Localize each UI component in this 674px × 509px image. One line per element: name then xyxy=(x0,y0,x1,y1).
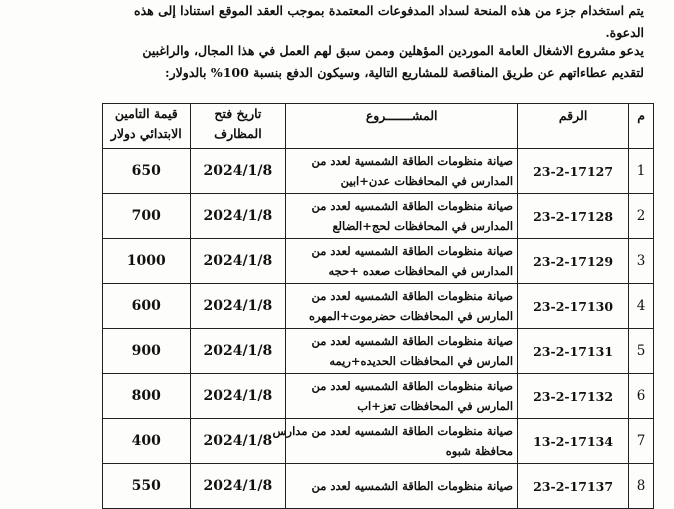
header-num: م xyxy=(629,104,654,149)
project-line: صيانة منظومات الطاقة الشمسيه لعدد من xyxy=(311,199,514,213)
intro-line: يتم استخدام جزء من هذه المنحة لسداد المدفوعات المعتمدة بموجب العقد الموقع استنادا إلى هذه xyxy=(134,3,644,18)
project-line: صيانة منظومات الطاقة الشمسيه لعدد من xyxy=(311,244,514,258)
row-project xyxy=(286,194,518,239)
row-date: 2024/1/8 xyxy=(190,464,286,509)
intro-paragraph-2 xyxy=(54,40,644,84)
row-num: 4 xyxy=(629,284,654,329)
project-line: صيانة منظومات الطاقة الشمسيه لعدد من xyxy=(311,479,514,493)
header-value-line1: قيمة التامين xyxy=(114,106,178,121)
table-row xyxy=(103,464,654,509)
row-project xyxy=(272,419,518,464)
row-code: 13-2-17134 xyxy=(518,419,629,464)
row-project xyxy=(286,329,518,374)
row-date: 2024/1/8 xyxy=(190,239,286,284)
table-row xyxy=(103,194,654,239)
row-code: 23-2-17128 xyxy=(518,194,629,239)
projects-table xyxy=(102,103,654,509)
row-num: 2 xyxy=(629,194,654,239)
table-header-row xyxy=(103,104,654,149)
header-project: المشـــــــروع xyxy=(286,104,518,149)
project-line: المدارس في المحافظات عدن+ابين xyxy=(340,174,514,188)
project-line: المارس في المحافظات تعز+اب xyxy=(357,399,514,413)
row-date: 2024/1/8 xyxy=(190,149,286,194)
project-line: صيانة منظومات الطاقة الشمسيه لعدد من مدارس xyxy=(272,424,514,438)
row-value: 650 xyxy=(103,149,191,194)
project-line: صيانة منظومات الطاقة الشمسيه لعدد من xyxy=(311,289,514,303)
row-project xyxy=(286,149,518,194)
row-code: 23-2-17130 xyxy=(518,284,629,329)
project-line: صيانة منظومات الطاقة الشمسيه لعدد من xyxy=(311,334,514,348)
row-project xyxy=(286,239,518,284)
project-line: المدارس في المحافظات لحج+الضالع xyxy=(332,219,514,233)
header-value-line2: الابتدائي دولار xyxy=(110,126,182,141)
header-date-line2: المظارف xyxy=(214,126,262,141)
row-value: 900 xyxy=(103,329,191,374)
row-code: 23-2-17131 xyxy=(518,329,629,374)
row-value: 550 xyxy=(103,464,191,509)
table-row xyxy=(103,239,654,284)
intro-line: يدعو مشروع الاشغال العامة الموردين المؤهلين وممن سبق لهم العمل في هذا المجال، والراغبين xyxy=(142,43,644,58)
row-num: 3 xyxy=(629,239,654,284)
row-project xyxy=(286,464,518,509)
row-num: 6 xyxy=(629,374,654,419)
project-line: المدارس في المحافظات صعده +حجه xyxy=(328,264,514,278)
row-code: 23-2-17129 xyxy=(518,239,629,284)
header-date-line1: تاريخ فتح xyxy=(214,106,262,121)
row-num: 7 xyxy=(629,419,654,464)
row-date: 2024/1/8 xyxy=(190,329,286,374)
intro-paragraph-1 xyxy=(54,0,644,44)
row-num: 8 xyxy=(629,464,654,509)
row-project xyxy=(286,374,518,419)
header-bond-value xyxy=(103,104,191,149)
row-value: 700 xyxy=(103,194,191,239)
project-line: المارس في المحافظات حضرموت+المهره xyxy=(308,309,514,323)
row-code: 23-2-17132 xyxy=(518,374,629,419)
intro-line: لتقديم عطاءاتهم عن طريق المناقصة للمشاريع التالية، وسيكون الدفع بنسبة 100% بالدولار: xyxy=(165,65,644,80)
row-date: 2024/1/8 xyxy=(190,419,286,464)
table-row xyxy=(103,374,654,419)
table-row xyxy=(103,149,654,194)
project-line: محافظة شبوه xyxy=(445,444,514,458)
row-value: 600 xyxy=(103,284,191,329)
row-num: 5 xyxy=(629,329,654,374)
intro-line: الدعوة. xyxy=(605,25,644,40)
table-row xyxy=(103,329,654,374)
row-value: 400 xyxy=(103,419,191,464)
row-value: 1000 xyxy=(103,239,191,284)
project-line: صيانة منظومات الطاقة الشمسيه لعدد من xyxy=(311,379,514,393)
project-line: المارس في المحافظات الحديده+ريمه xyxy=(329,354,514,368)
project-line: صيانة منظومات الطاقة الشمسية لعدد من xyxy=(311,154,514,168)
row-value: 800 xyxy=(103,374,191,419)
table-row xyxy=(103,284,654,329)
row-project xyxy=(286,284,518,329)
header-opening-date xyxy=(190,104,286,149)
row-date: 2024/1/8 xyxy=(190,374,286,419)
table-row xyxy=(103,419,654,464)
row-code: 23-2-17127 xyxy=(518,149,629,194)
header-code: الرقم xyxy=(518,104,629,149)
row-date: 2024/1/8 xyxy=(190,194,286,239)
row-num: 1 xyxy=(629,149,654,194)
row-date: 2024/1/8 xyxy=(190,284,286,329)
row-code: 23-2-17137 xyxy=(518,464,629,509)
